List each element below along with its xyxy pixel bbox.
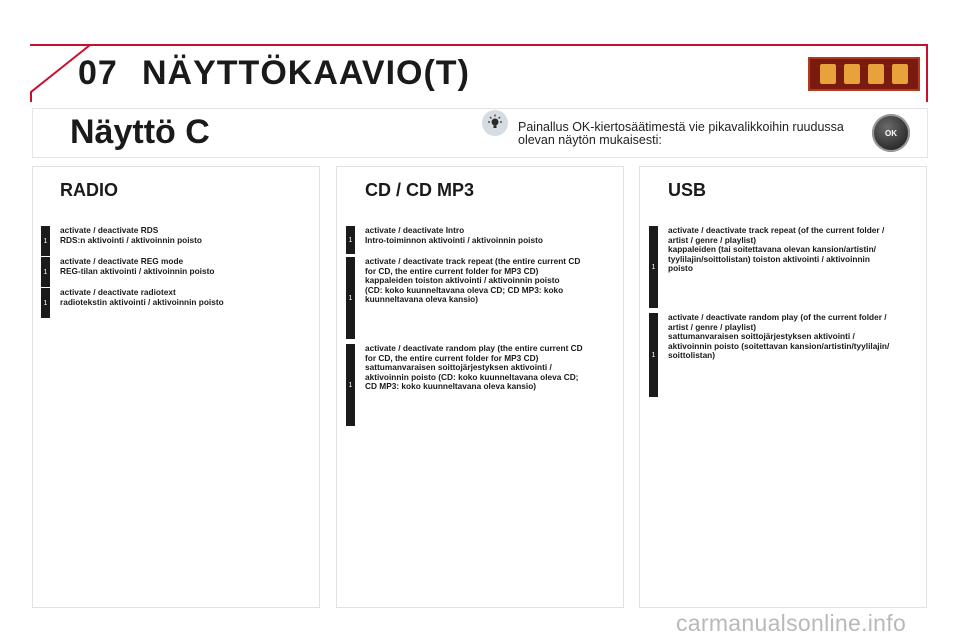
item-text: activate / deactivate radiotext radiotekstin aktivointi / aktivoinnin poisto — [60, 287, 224, 307]
people-icon — [868, 64, 884, 84]
media-sources-icon — [808, 57, 920, 91]
document-icon — [844, 64, 860, 84]
level-marker: 1 — [346, 344, 355, 426]
level-marker: 1 — [649, 226, 658, 308]
chapter-number: 07 — [78, 54, 118, 92]
usb-column-title: USB — [668, 180, 707, 200]
level-marker: 1 — [346, 257, 355, 339]
item-text: activate / deactivate REG mode REG-tilan aktivointi / aktivoinnin poisto — [60, 256, 215, 276]
item-text: activate / deactivate track repeat (the entire current CD for CD, the entire current folder for MP3 CD) kappaleiden toiston aktivointi / aktivoinnin poisto (CD: koko kuunneltavana oleva CD; CD MP3: koko kuunneltavana oleva kansio) — [365, 256, 581, 304]
ok-label: OK — [885, 128, 897, 138]
screen-title: Näyttö C — [70, 113, 210, 151]
level-marker: 1 — [41, 288, 50, 318]
media-icon — [892, 64, 908, 84]
ok-knob-icon — [872, 114, 910, 152]
level-marker: 1 — [41, 257, 50, 287]
level-marker: 1 — [346, 226, 355, 254]
level-marker: 1 — [649, 313, 658, 397]
level-marker: 1 — [41, 226, 50, 256]
info-lamp-icon — [482, 110, 508, 136]
item-text: activate / deactivate track repeat (of the current folder / artist / genre / playlist) kappaleiden (tai soitettavana olevan kansion/artistin/ tyylilajin/soittolistan) toiston aktivointi / aktivoinnin poisto — [668, 225, 885, 273]
tip-text: Painallus OK-kiertosäätimestä vie pikavalikkoihin ruudussa olevan näytön mukaisesti: — [518, 120, 844, 147]
lamp-icon — [486, 114, 504, 132]
item-text: activate / deactivate RDS RDS:n aktivointi / aktivoinnin poisto — [60, 225, 202, 245]
cd-column-title: CD / CD MP3 — [365, 180, 475, 200]
item-text: activate / deactivate random play (the entire current CD for CD, the entire current folder for MP3 CD) sattumanvaraisen soittojärjestyksen aktivointi / aktivoinnin poisto (CD: koko kuunneltavana oleva CD; CD MP3: koko kuunneltavana oleva kansio) — [365, 343, 583, 391]
phone-icon — [820, 64, 836, 84]
watermark-text: carmanualsonline.info — [676, 610, 907, 636]
chapter-title: NÄYTTÖKAAVIO(T) — [142, 54, 470, 92]
radio-column-title: RADIO — [60, 180, 118, 200]
item-text: activate / deactivate random play (of the current folder / artist / genre / playlist) sattumanvaraisen soittojärjestyksen aktivointi / aktivoinnin poisto (soitettavan kansion/artistin/tyylilajin/ soittolistan) — [668, 312, 890, 360]
item-text: activate / deactivate Intro Intro-toiminnon aktivointi / aktivoinnin poisto — [365, 225, 543, 245]
